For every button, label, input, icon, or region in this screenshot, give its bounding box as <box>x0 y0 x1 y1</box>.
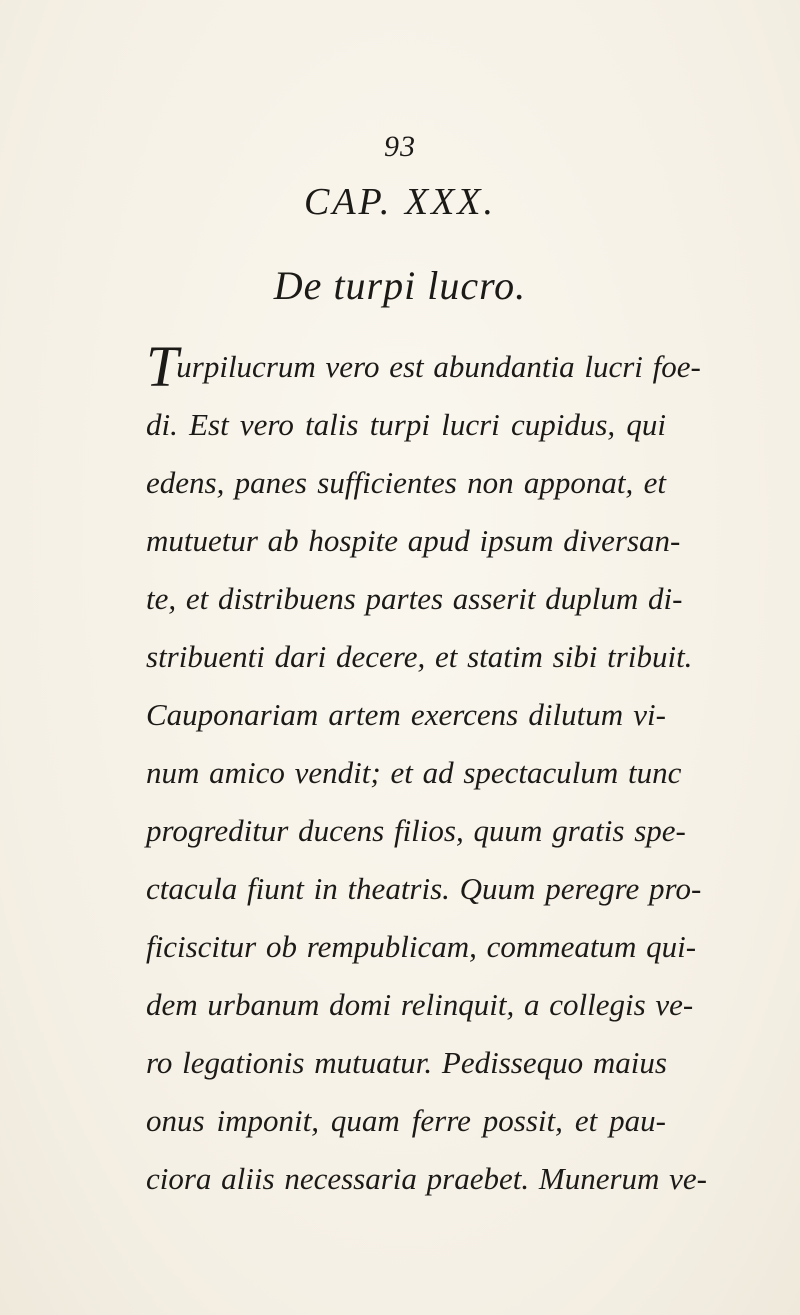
text-line-10: ctacula fiunt in theatris. Quum peregre pro- <box>146 871 702 906</box>
chapter-title: De turpi lucro. <box>273 263 527 308</box>
text-line-6: stribuenti dari decere, et statim sibi tribuit. <box>146 639 693 674</box>
text-line-13: ro legationis mutuatur. Pedissequo maius <box>146 1045 667 1080</box>
drop-initial: T <box>146 334 179 399</box>
page-number: 93 <box>384 130 416 163</box>
text-line-5: te, et distribuens partes asserit duplum di- <box>146 581 683 616</box>
chapter-heading: CAP. XXX. <box>303 181 496 223</box>
body-text <box>146 334 707 1208</box>
text-line-11: ficiscitur ob rempublicam, commeatum qui- <box>146 929 697 964</box>
text-line-14: onus imponit, quam ferre possit, et pau- <box>146 1103 666 1138</box>
first-line-text: urpilucrum vero est abundantia lucri foe- <box>176 349 701 384</box>
text-line-1 <box>146 334 701 399</box>
text-line-3: edens, panes sufficientes non apponat, et <box>146 465 666 500</box>
text-line-8: num amico vendit; et ad spectaculum tunc <box>146 755 682 790</box>
text-line-7: Cauponariam artem exercens dilutum vi- <box>146 697 666 732</box>
text-line-12: dem urbanum domi relinquit, a collegis ve- <box>146 987 694 1022</box>
text-line-9: progreditur ducens filios, quum gratis spe- <box>146 813 686 848</box>
text-line-15: ciora aliis necessaria praebet. Munerum ve- <box>146 1161 707 1196</box>
text-line-4: mutuetur ab hospite apud ipsum diversan- <box>146 523 681 558</box>
text-line-2: di. Est vero talis turpi lucri cupidus, qui <box>146 407 666 442</box>
